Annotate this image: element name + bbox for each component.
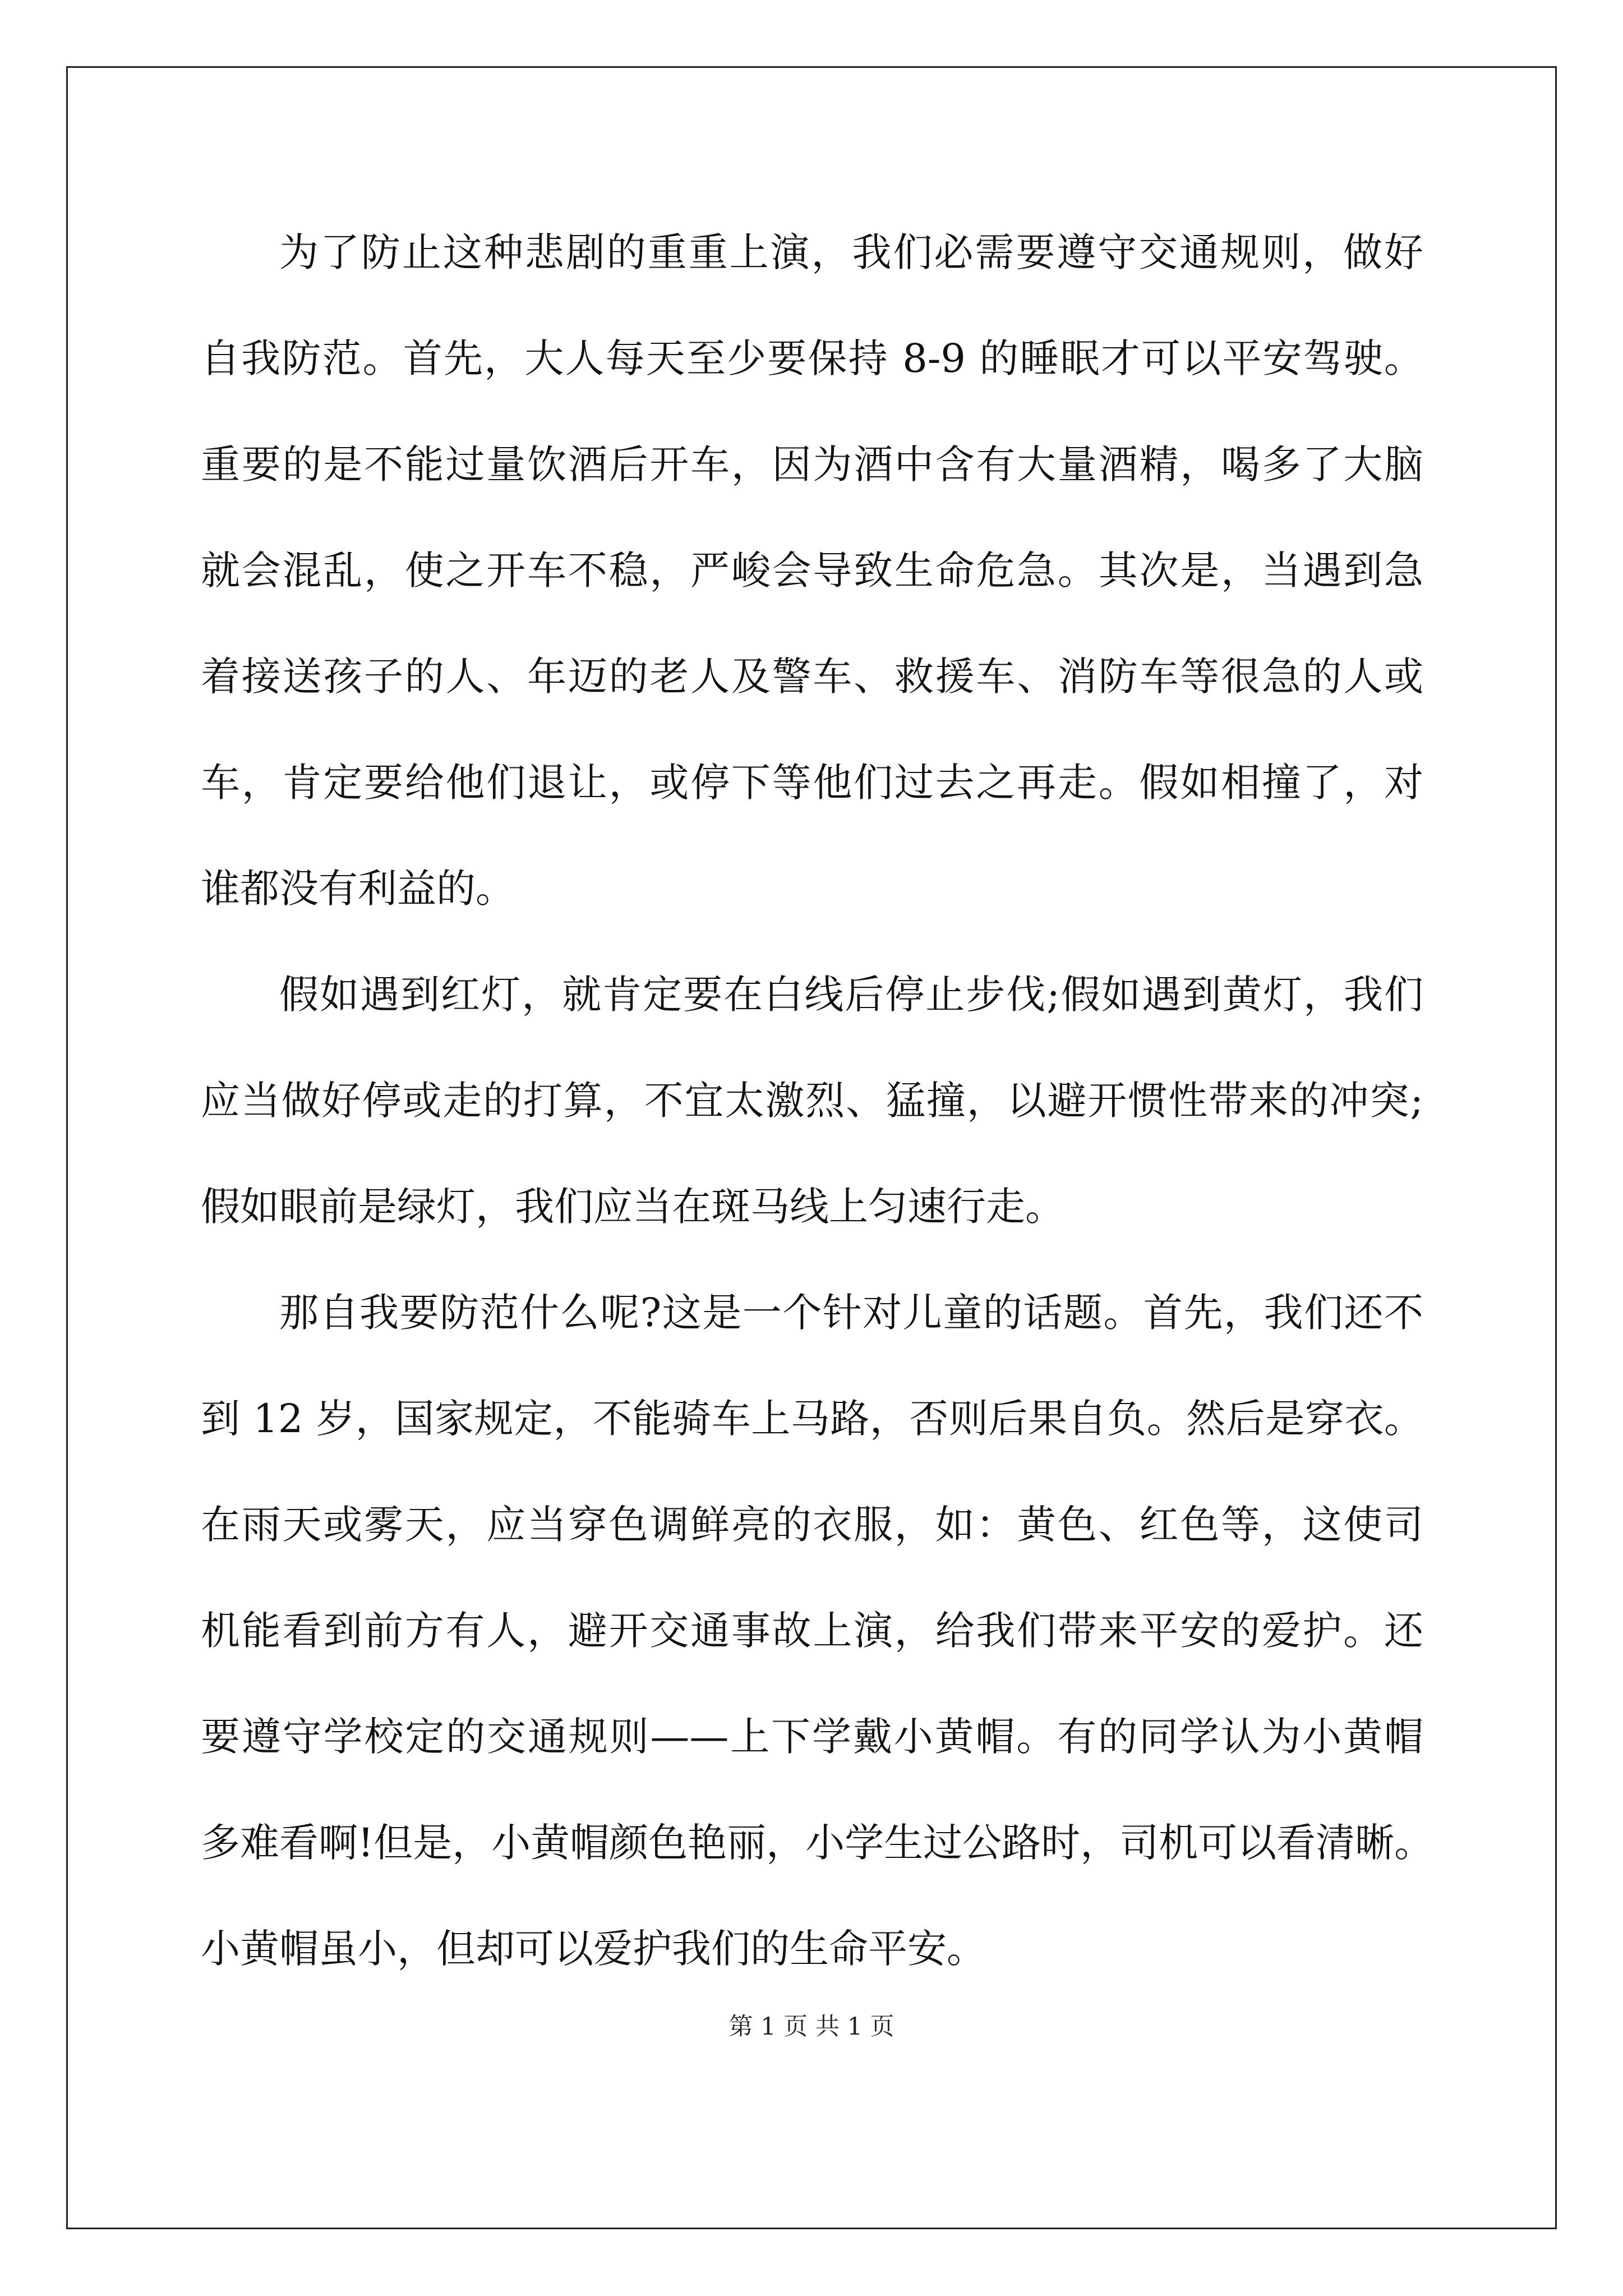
- paragraph-3: [201, 1279, 1434, 2021]
- paragraph-2: [201, 961, 1423, 1279]
- text-line: 假如眼前是绿灯，我们应当在斑马线上匀速行走。: [201, 1184, 1064, 1230]
- text-line: 就会混乱，使之开车不稳，严峻会导致生命危急。其次是，当遇到急: [201, 547, 1423, 593]
- text-line: 车，肯定要给他们退让，或停下等他们过去之再走。假如相撞了，对: [201, 760, 1423, 806]
- document-body: [201, 219, 1434, 2021]
- text-line: 重要的是不能过量饮酒后开车，因为酒中含有大量酒精，喝多了大脑: [201, 441, 1423, 487]
- text-line: 小黄帽虽小，但却可以爱护我们的生命平安。: [201, 1926, 986, 1972]
- text-line: 到 12 岁，国家规定，不能骑车上马路，否则后果自负。然后是穿衣。: [201, 1396, 1423, 1442]
- text-line: 自我防范。首先，大人每天至少要保持 8-9 的睡眠才可以平安驾驶。: [201, 335, 1423, 381]
- text-line: 着接送孩子的人、年迈的老人及警车、救援车、消防车等很急的人或: [201, 654, 1423, 700]
- text-line: 那自我要防范什么呢?这是一个针对儿童的话题。首先，我们还不: [279, 1290, 1423, 1336]
- text-line: 要遵守学校定的交通规则——上下学戴小黄帽。有的同学认为小黄帽: [201, 1714, 1423, 1760]
- text-line: 谁都没有利益的。: [201, 866, 515, 912]
- text-line: 机能看到前方有人，避开交通事故上演，给我们带来平安的爱护。还: [201, 1608, 1423, 1654]
- text-line: 在雨天或雾天，应当穿色调鲜亮的衣服，如：黄色、红色等，这使司: [201, 1502, 1423, 1548]
- text-line: 假如遇到红灯，就肯定要在白线后停止步伐;假如遇到黄灯，我们: [279, 972, 1423, 1018]
- text-line: 多难看啊!但是，小黄帽颜色艳丽，小学生过公路时，司机可以看清晰。: [201, 1820, 1434, 1866]
- text-line: 应当做好停或走的打算，不宜太激烈、猛撞，以避开惯性带来的冲突;: [201, 1078, 1423, 1124]
- paragraph-1: [201, 219, 1423, 961]
- page-number-footer: 第 1 页 共 1 页: [728, 2013, 895, 2041]
- text-line: 为了防止这种悲剧的重重上演，我们必需要遵守交通规则，做好: [279, 229, 1423, 275]
